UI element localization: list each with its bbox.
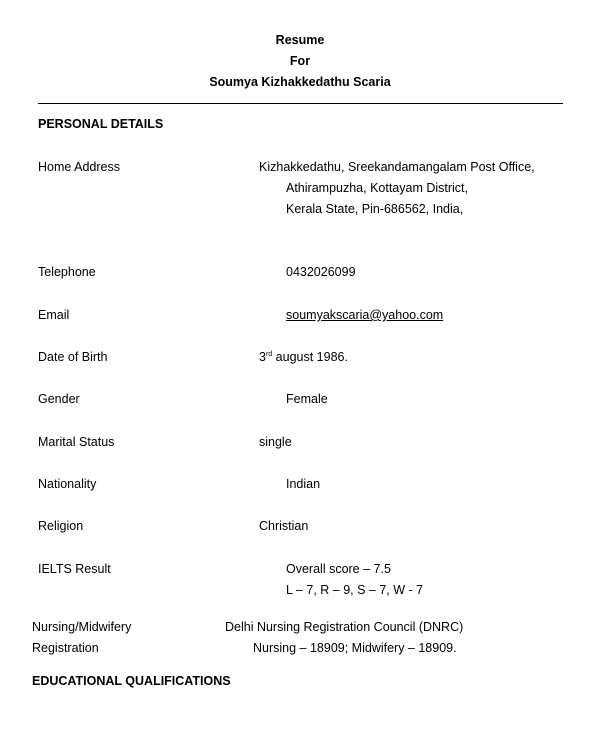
religion-label: Religion bbox=[38, 519, 84, 533]
dob-day: 3 bbox=[259, 350, 266, 364]
telephone-label: Telephone bbox=[38, 265, 96, 279]
email-link[interactable]: soumyakscaria@yahoo.com bbox=[286, 308, 444, 322]
nursing-registration-council: Delhi Nursing Registration Council (DNRC) bbox=[225, 620, 464, 634]
home-address-line-3: Kerala State, Pin-686562, India, bbox=[286, 202, 464, 216]
gender-value: Female bbox=[286, 392, 328, 406]
dob-ordinal-suffix: rd bbox=[265, 351, 273, 358]
home-address-label: Home Address bbox=[38, 160, 120, 174]
marital-status-label: Marital Status bbox=[38, 435, 115, 449]
candidate-name: Soumya Kizhakkedathu Scaria bbox=[209, 75, 391, 89]
dob-month-year: august 1986. bbox=[272, 350, 348, 364]
nationality-value: Indian bbox=[286, 477, 321, 491]
nationality-label: Nationality bbox=[38, 477, 97, 491]
telephone-value: 0432026099 bbox=[286, 265, 356, 279]
header-divider bbox=[38, 103, 563, 104]
educational-qualifications-heading: EDUCATIONAL QUALIFICATIONS bbox=[32, 674, 231, 688]
nursing-registration-label-line-2: Registration bbox=[32, 641, 99, 655]
marital-status-value: single bbox=[259, 435, 292, 449]
header-title: Resume bbox=[275, 33, 325, 47]
ielts-overall-score: Overall score – 7.5 bbox=[286, 562, 391, 576]
email-label: Email bbox=[38, 308, 70, 322]
dob-label: Date of Birth bbox=[38, 350, 108, 364]
nursing-registration-label-line-1: Nursing/Midwifery bbox=[32, 620, 132, 634]
ielts-label: IELTS Result bbox=[38, 562, 111, 576]
dob-value bbox=[259, 349, 348, 365]
personal-details-heading: PERSONAL DETAILS bbox=[38, 117, 164, 131]
home-address-line-1: Kizhakkedathu, Sreekandamangalam Post Office, bbox=[259, 160, 535, 174]
religion-value: Christian bbox=[259, 519, 309, 533]
nursing-registration-numbers: Nursing – 18909; Midwifery – 18909. bbox=[253, 641, 457, 655]
ielts-band-scores: L – 7, R – 9, S – 7, W - 7 bbox=[286, 583, 424, 597]
header-for: For bbox=[289, 54, 311, 68]
gender-label: Gender bbox=[38, 392, 80, 406]
home-address-line-2: Athirampuzha, Kottayam District, bbox=[286, 181, 469, 195]
